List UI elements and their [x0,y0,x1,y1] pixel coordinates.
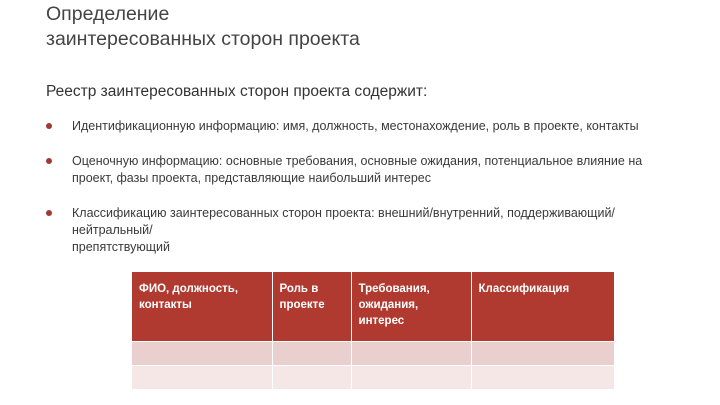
slide-title: Определение заинтересованных сторон проекта [46,3,360,50]
column-header-classification: Классификация [471,272,614,341]
column-header-role: Роль в проекте [272,272,351,341]
table-cell [132,341,272,365]
bullet-dot-icon [46,158,52,164]
column-header-requirements: Требования, ожидания, интерес [351,272,471,341]
bullet-text: Идентификационную информацию: имя, должность, местонахождение, роль в проекте, контакты [72,119,639,133]
bullet-item-identification [46,118,666,135]
table-cell [471,365,614,389]
bullet-list [46,118,666,274]
table-cell [272,341,351,365]
stakeholder-register-table [132,272,614,389]
table-cell [132,365,272,389]
table-row [132,365,614,389]
table-header-row [132,272,614,341]
table-cell [351,341,471,365]
table-cell [351,365,471,389]
column-header-name: ФИО, должность, контакты [132,272,272,341]
table-cell [471,341,614,365]
bullet-dot-icon [46,123,52,129]
bullet-item-classification [46,205,666,256]
bullet-item-assessment [46,153,666,187]
table-row [132,341,614,365]
bullet-text: Оценочную информацию: основные требования, основные ожидания, потенциальное влияние на проект, фазы проекта, представляющие наибольший интерес [72,154,643,185]
bullet-text: Классификацию заинтересованных сторон проекта: внешний/внутренний, поддерживающий/нейтральный/ препятствующий [72,206,615,254]
table-cell [272,365,351,389]
bullet-dot-icon [46,210,52,216]
slide-subtitle: Реестр заинтересованных сторон проекта содержит: [46,83,428,100]
